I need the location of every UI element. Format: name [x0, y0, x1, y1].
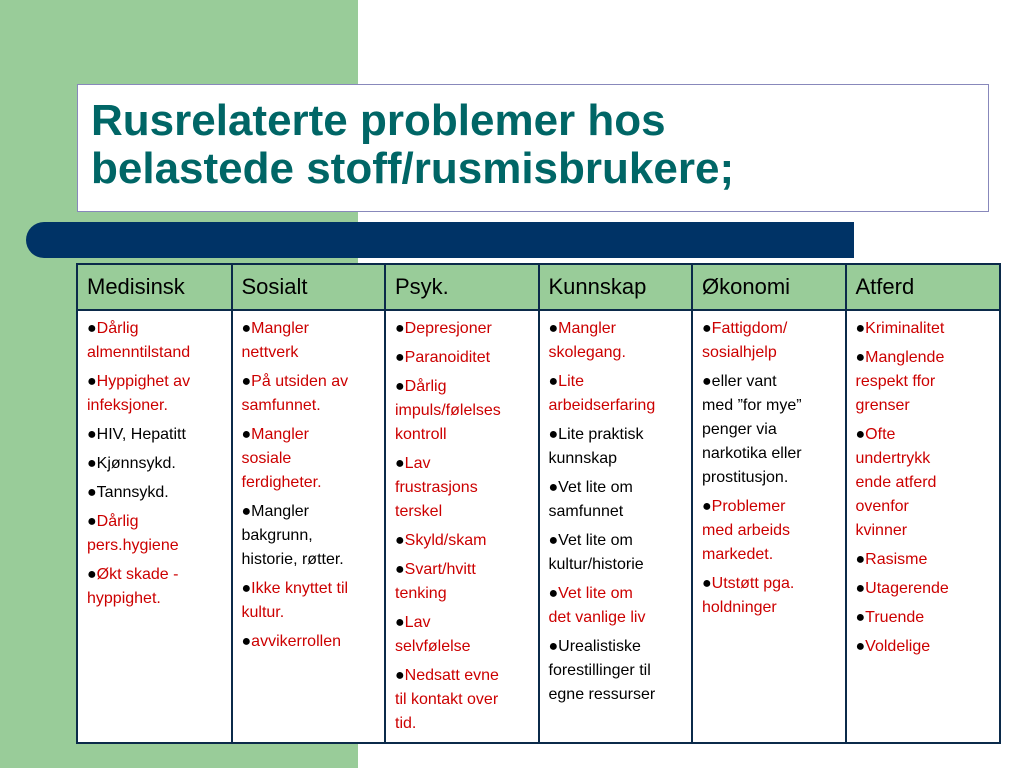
list-item-text: Dårlig impuls/følelses kontroll [395, 378, 501, 443]
slide-title [91, 97, 734, 193]
list-item [87, 510, 227, 558]
bullet-icon: ● [395, 349, 405, 366]
bullet-icon: ● [241, 426, 252, 443]
list-item [242, 577, 381, 625]
list-item-text: Lite praktisk kunnskap [548, 426, 644, 467]
list-item-text: Utagerende [865, 580, 949, 597]
bullet-icon: ● [241, 373, 252, 390]
list-item-text: Truende [865, 609, 925, 626]
list-item-text: Svart/hvitt tenking [395, 561, 476, 602]
bullet-icon: ● [548, 373, 559, 390]
list-item [549, 370, 688, 418]
cell-psyk [385, 310, 539, 742]
list-item [856, 548, 996, 572]
list-item [242, 317, 381, 365]
list-item [856, 346, 996, 418]
bullet-icon: ● [87, 455, 97, 472]
list-item-text: Dårlig almenntilstand [87, 320, 191, 361]
bullet-icon: ● [702, 320, 712, 337]
slide-title-line-2: belastede stoff/rusmisbrukere; [91, 144, 735, 193]
bullet-icon: ● [548, 532, 559, 549]
list-item-text: Nedsatt evne til kontakt over tid. [395, 667, 499, 732]
header-sosialt: Sosialt [232, 265, 386, 310]
list-item [395, 611, 534, 659]
list-item [87, 563, 227, 611]
cell-okonomi [692, 310, 846, 742]
list-item [242, 630, 381, 654]
list-item-text: Hyppighet av infeksjoner. [87, 373, 191, 414]
list-item-text: Voldelige [865, 638, 931, 655]
list-item [702, 370, 841, 490]
slide-title-line-1: Rusrelaterte problemer hos [91, 96, 666, 145]
list-item-text: Økt skade - hyppighet. [87, 566, 179, 607]
table-header-row [78, 265, 999, 310]
list-item-text: Mangler sosiale ferdigheter. [241, 426, 322, 491]
list-item-text: Paranoiditet [404, 349, 491, 366]
list-item-text: Ofte undertrykk ende atferd ovenfor kvinner [855, 426, 937, 539]
list-item-text: Problemer med arbeids markedet. [702, 498, 791, 563]
bullet-icon: ● [241, 503, 252, 520]
bullet-icon: ● [395, 320, 405, 337]
list-item [549, 635, 688, 707]
bullet-icon: ● [855, 551, 866, 568]
bullet-icon: ● [855, 426, 866, 443]
list-item [702, 317, 841, 365]
bullet-icon: ● [241, 580, 252, 597]
list-item-text: Lite arbeidserfaring [548, 373, 656, 414]
list-item [856, 577, 996, 601]
list-item [87, 370, 227, 418]
cell-medisinsk [78, 310, 232, 742]
list-okonomi [702, 317, 841, 620]
bullet-icon: ● [87, 373, 97, 390]
list-item-text: Mangler nettverk [241, 320, 309, 361]
list-item [549, 529, 688, 577]
list-item [549, 423, 688, 471]
bullet-icon: ● [548, 479, 559, 496]
list-item-text: Vet lite om samfunnet [548, 479, 633, 520]
list-item-text: Skyld/skam [404, 532, 487, 549]
list-item [856, 635, 996, 659]
bullet-icon: ● [87, 320, 97, 337]
header-kunnskap: Kunnskap [539, 265, 693, 310]
header-psyk: Psyk. [385, 265, 539, 310]
list-item-text: Mangler bakgrunn, historie, røtter. [241, 503, 344, 568]
header-medisinsk: Medisinsk [78, 265, 232, 310]
list-item-text: Utstøtt pga. holdninger [702, 575, 795, 616]
list-item [242, 370, 381, 418]
bullet-icon: ● [395, 532, 405, 549]
list-item-text: Vet lite om det vanlige liv [548, 585, 646, 626]
list-item-text: Urealistiske forestillinger til egne ressurser [548, 638, 656, 703]
bullet-icon: ● [395, 561, 405, 578]
table-body-row [78, 310, 999, 742]
list-item [856, 423, 996, 543]
list-item [87, 423, 227, 447]
list-item [242, 500, 381, 572]
list-item-text: HIV, Hepatitt [96, 426, 186, 443]
bullet-icon: ● [548, 320, 559, 337]
list-item-text: eller vant med ”for mye” penger via narkotika eller prostitusjon. [702, 373, 802, 486]
bullet-icon: ● [855, 638, 866, 655]
list-item [856, 606, 996, 630]
list-item [395, 317, 534, 341]
list-item [395, 664, 534, 736]
list-item-text: Kriminalitet [865, 320, 945, 337]
list-item [395, 452, 534, 524]
list-item [549, 582, 688, 630]
bullet-icon: ● [548, 585, 559, 602]
bullet-icon: ● [702, 498, 712, 515]
bullet-icon: ● [87, 426, 97, 443]
list-item-text: På utsiden av samfunnet. [241, 373, 349, 414]
list-kunnskap [549, 317, 688, 707]
bullet-icon: ● [855, 320, 866, 337]
list-item-text: Tannsykd. [96, 484, 169, 501]
bullet-icon: ● [702, 373, 712, 390]
bullet-icon: ● [855, 580, 866, 597]
list-item-text: Lav selvfølelse [395, 614, 471, 655]
list-item-text: Depresjoner [404, 320, 492, 337]
list-item [549, 476, 688, 524]
bullet-icon: ● [548, 638, 559, 655]
decorative-bar [26, 222, 854, 258]
list-item-text: Mangler skolegang. [548, 320, 626, 361]
bullet-icon: ● [395, 614, 405, 631]
bullet-icon: ● [87, 484, 97, 501]
cell-sosialt [232, 310, 386, 742]
list-item-text: Rasisme [865, 551, 928, 568]
header-atferd: Atferd [846, 265, 1000, 310]
list-item-text: avvikerrollen [251, 633, 341, 650]
list-psyk [395, 317, 534, 736]
bullet-icon: ● [395, 378, 405, 395]
list-item [702, 495, 841, 567]
list-medisinsk [87, 317, 227, 611]
problems-table [76, 263, 1001, 744]
list-item-text: Manglende respekt ffor grenser [855, 349, 945, 414]
bullet-icon: ● [395, 455, 405, 472]
list-item [395, 529, 534, 553]
list-item-text: Kjønnsykd. [96, 455, 176, 472]
bullet-icon: ● [87, 566, 97, 583]
bullet-icon: ● [241, 320, 252, 337]
list-sosialt [242, 317, 381, 654]
list-item-text: Ikke knyttet til kultur. [241, 580, 349, 621]
cell-atferd [846, 310, 1000, 742]
list-item [395, 346, 534, 370]
bullet-icon: ● [855, 609, 866, 626]
list-item-text: Fattigdom/ sosialhjelp [702, 320, 788, 361]
list-item [395, 558, 534, 606]
bullet-icon: ● [855, 349, 866, 366]
list-item [856, 317, 996, 341]
list-atferd [856, 317, 996, 659]
list-item-text: Vet lite om kultur/historie [548, 532, 644, 573]
list-item [87, 317, 227, 365]
problems-table-grid [78, 265, 999, 742]
list-item [549, 317, 688, 365]
bullet-icon: ● [548, 426, 559, 443]
list-item [242, 423, 381, 495]
bullet-icon: ● [702, 575, 712, 592]
bullet-icon: ● [87, 513, 97, 530]
title-box [77, 84, 989, 212]
list-item [395, 375, 534, 447]
list-item-text: Dårlig pers.hygiene [87, 513, 179, 554]
list-item-text: Lav frustrasjons terskel [395, 455, 478, 520]
bullet-icon: ● [241, 633, 252, 650]
header-okonomi: Økonomi [692, 265, 846, 310]
list-item [87, 481, 227, 505]
list-item [702, 572, 841, 620]
cell-kunnskap [539, 310, 693, 742]
bullet-icon: ● [395, 667, 405, 684]
list-item [87, 452, 227, 476]
